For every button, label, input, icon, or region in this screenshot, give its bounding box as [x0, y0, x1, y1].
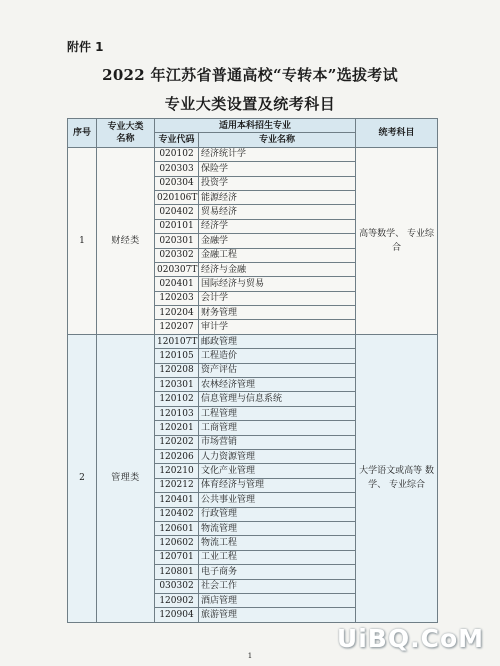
major-name: 会计学 — [199, 291, 356, 305]
attachment-label: 附件 1 — [67, 40, 104, 54]
major-category-table — [67, 118, 438, 623]
major-name: 电子商务 — [199, 565, 356, 579]
major-name: 工业工程 — [199, 550, 356, 564]
major-code: 120204 — [155, 306, 199, 320]
major-name: 投资学 — [199, 176, 356, 190]
major-name: 保险学 — [199, 162, 356, 176]
major-name: 金融学 — [199, 234, 356, 248]
major-code: 020301 — [155, 234, 199, 248]
major-code: 020304 — [155, 176, 199, 190]
major-name: 社会工作 — [199, 579, 356, 593]
group-seq: 2 — [68, 334, 97, 622]
major-code: 120206 — [155, 449, 199, 463]
major-name: 能源经济 — [199, 190, 356, 204]
major-name: 金融工程 — [199, 248, 356, 262]
major-code: 120902 — [155, 593, 199, 607]
major-code: 120601 — [155, 521, 199, 535]
header-seq: 序号 — [68, 119, 97, 148]
major-code: 030302 — [155, 579, 199, 593]
major-name: 物流管理 — [199, 521, 356, 535]
major-name: 国际经济与贸易 — [199, 277, 356, 291]
header-major-code: 专业代码 — [155, 133, 199, 147]
major-name: 经济与金融 — [199, 262, 356, 276]
major-code: 020401 — [155, 277, 199, 291]
major-name: 经济统计学 — [199, 147, 356, 161]
major-code: 020307T — [155, 262, 199, 276]
major-name: 公共事业管理 — [199, 493, 356, 507]
header-row — [68, 119, 438, 133]
header-exam-subjects: 统考科目 — [356, 119, 438, 148]
major-code: 120203 — [155, 291, 199, 305]
major-name: 市场营销 — [199, 435, 356, 449]
major-code: 120402 — [155, 507, 199, 521]
major-name: 工商管理 — [199, 421, 356, 435]
group-category-name: 管理类 — [97, 334, 155, 622]
major-name: 文化产业管理 — [199, 464, 356, 478]
table-body — [68, 119, 438, 623]
major-name: 信息管理与信息系统 — [199, 392, 356, 406]
major-name: 财务管理 — [199, 306, 356, 320]
major-code: 120208 — [155, 363, 199, 377]
major-code: 120212 — [155, 478, 199, 492]
major-name: 人力资源管理 — [199, 449, 356, 463]
major-name: 工程造价 — [199, 349, 356, 363]
major-code: 120801 — [155, 565, 199, 579]
major-code: 020402 — [155, 205, 199, 219]
major-code: 120401 — [155, 493, 199, 507]
major-code: 120201 — [155, 421, 199, 435]
page-number: 1 — [247, 652, 253, 660]
major-code: 020303 — [155, 162, 199, 176]
header-category: 专业大类 名称 — [97, 119, 155, 148]
major-name: 工程管理 — [199, 406, 356, 420]
major-code: 120207 — [155, 320, 199, 334]
major-name: 审计学 — [199, 320, 356, 334]
major-code: 120202 — [155, 435, 199, 449]
table-row — [68, 147, 438, 161]
major-code: 120904 — [155, 608, 199, 622]
major-code: 020102 — [155, 147, 199, 161]
major-name: 物流工程 — [199, 536, 356, 550]
major-name: 资产评估 — [199, 363, 356, 377]
major-name: 酒店管理 — [199, 593, 356, 607]
group-seq: 1 — [68, 147, 97, 334]
major-code: 120102 — [155, 392, 199, 406]
major-name: 体育经济与管理 — [199, 478, 356, 492]
major-code: 120301 — [155, 378, 199, 392]
major-name: 农林经济管理 — [199, 378, 356, 392]
major-name: 旅游管理 — [199, 608, 356, 622]
group-exam-subjects: 大学语文或高等 数学、 专业综合 — [356, 334, 438, 622]
major-code: 120105 — [155, 349, 199, 363]
major-code: 020101 — [155, 219, 199, 233]
major-name: 邮政管理 — [199, 334, 356, 348]
major-code: 020302 — [155, 248, 199, 262]
major-name: 经济学 — [199, 219, 356, 233]
group-exam-subjects: 高等数学、 专业综合 — [356, 147, 438, 334]
major-code: 120103 — [155, 406, 199, 420]
header-major-name: 专业名称 — [199, 133, 356, 147]
major-code: 120107T — [155, 334, 199, 348]
major-code: 120210 — [155, 464, 199, 478]
major-name: 行政管理 — [199, 507, 356, 521]
site-watermark: UiBQ.CoM — [336, 624, 484, 653]
document-subtitle: 专业大类设置及统考科目 — [164, 95, 336, 113]
major-code: 120701 — [155, 550, 199, 564]
group-category-name: 财经类 — [97, 147, 155, 334]
header-applicable-majors: 适用本科招生专业 — [155, 119, 356, 133]
table-row — [68, 334, 438, 348]
major-name: 贸易经济 — [199, 205, 356, 219]
document-title: 2022 年江苏省普通高校“专转本”选拔考试 — [102, 66, 398, 84]
major-code: 120602 — [155, 536, 199, 550]
major-code: 020106T — [155, 190, 199, 204]
